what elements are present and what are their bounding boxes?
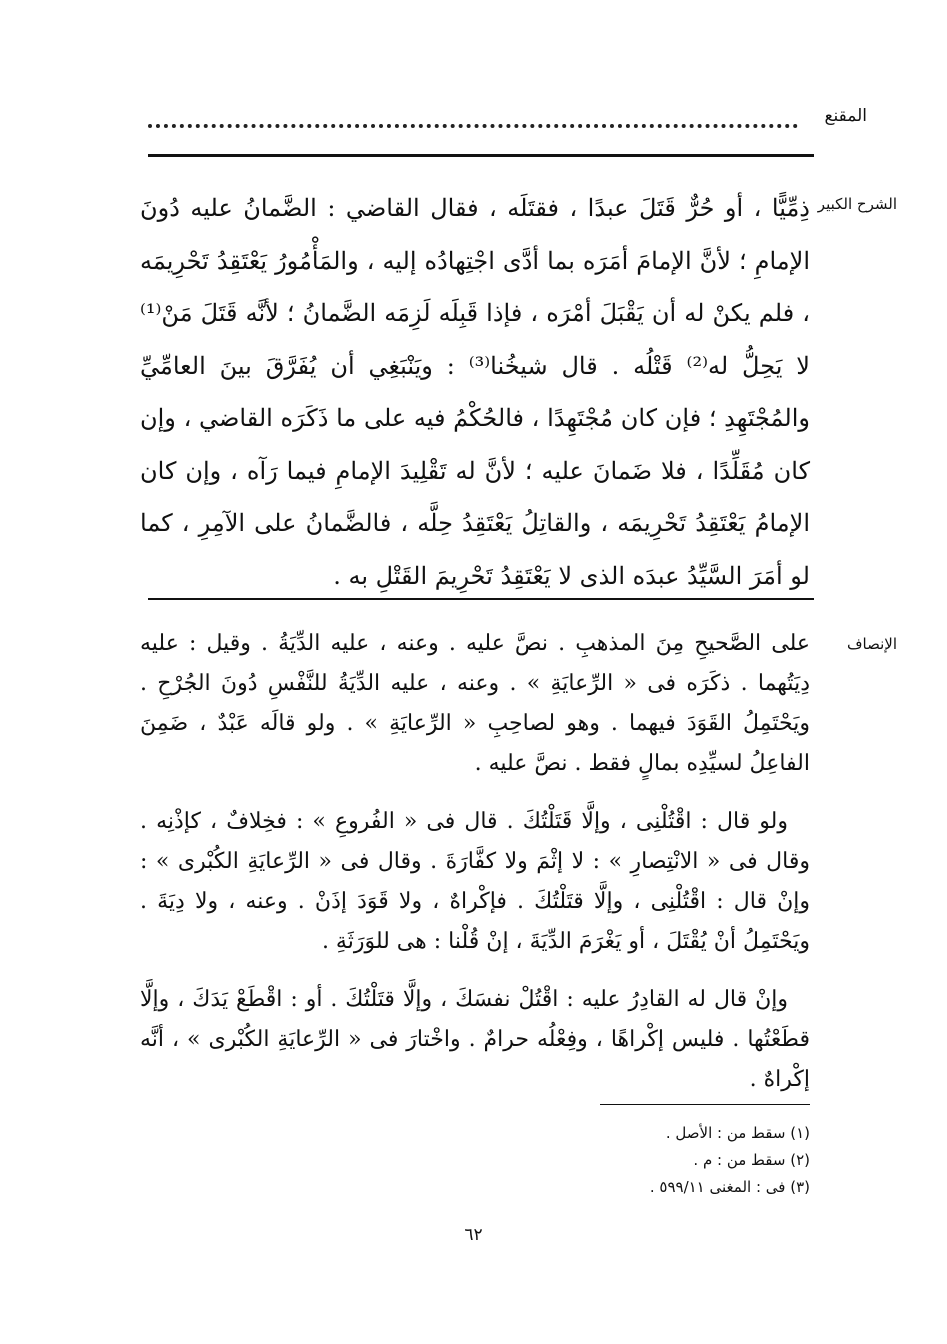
sharh-paragraph: ذِمِّيًّا ، أو حُرٌّ قَتَلَ عبدًا ، فقتَلَه ، فقال القاضي : الضَّمانُ عليه دُونَ الإمامِ ؛ لأنَّ الإمامَ أمَرَه بما أدَّى اجْتِهادُه إليه ، والمَأْمُورُ يَعْتَقِدُ تَحْرِيمَه ، فلم يكنْ له أن يَقْبَلَ أمْرَه ، فإذا قَبِلَه لَزِمَه الضَّمانُ ؛ لأنَّه قَتَلَ مَنْ⁽¹⁾ لا يَحِلُّ له⁽²⁾ قَتْلُه . قال شيخُنا⁽³⁾ : ويَنْبَغِي أن يُفَرَّقَ بينَ العامِّيِّ والمُجْتَهِدِ ؛ فإن كان مُجْتَهِدًا ، فالحُكْمُ فيه على ما ذَكَرَه القاضي ، وإن كان مُقَلِّدًا ، فلا ضَمانَ عليه ؛ لأنَّ له تَقْلِيدَ الإمامِ فيما رَآه ، وإن كان الإمامُ يَعْتَقِدُ تَحْرِيمَه ، والقاتِلُ يَعْتَقِدُ حِلَّه ، فالضَّمانُ على الآمِرِ ، كما لو أمَرَ السَّيِّدُ عبدَه الذى لا يَعْتَقِدُ تَحْرِيمَ القَتْلِ به . bbox=[140, 194, 810, 590]
section-divider bbox=[148, 598, 814, 600]
insaf-paragraph-2: ولو قال : اقْتُلْنِى ، وإلَّا قَتَلْتُكَ . قال فى « الفُروعِ » : فخِلافٌ ، كإذْنِه . وقال فى « الانْتِصارِ » : لا إثْمَ ولا كفَّارَةَ . وقال فى « الرِّعايَةِ الكُبْرى » : وإنْ قال : اقْتُلْنِى ، وإلَّا قتَلْتُكَ . فإكْراهٌ ، ولا قَوَدَ إذَنْ . وعنه ، ولا دِيَةَ . ويَحْتَمِلُ أنْ يُقْتَلَ ، أو يَغْرَمَ الدِّيَةَ ، إنْ قُلْنا : هى للوَرَثَةِ . bbox=[140, 809, 810, 954]
footnotes bbox=[410, 1120, 810, 1201]
footnote-2: (٢) سقط من : م . bbox=[693, 1151, 810, 1169]
sharh-section-label: الشرح الكبير bbox=[817, 195, 897, 213]
insaf-text-block bbox=[140, 624, 810, 1100]
footnote-rule bbox=[600, 1104, 810, 1105]
header-rule bbox=[148, 154, 814, 157]
running-title: المقنع bbox=[824, 106, 867, 126]
footnote-1: (١) سقط من : الأصل . bbox=[665, 1124, 810, 1142]
insaf-paragraph-1: على الصَّحيحِ مِنَ المذهبِ . نصَّ عليه . وعنه ، عليه الدِّيَةُ . وقيل : عليه دِيَتُهما . ذكَرَه فى « الرِّعايَةِ » . وعنه ، عليه الدِّيَةُ للنَّفْسِ دُونَ الجُرْحِ . ويَحْتَمِلُ القَوَدَ فيهما . وهو لصاحِبِ « الرِّعايَةِ » . ولو قالَه عَبْدٌ ، ضَمِنَ الفاعِلُ لسيِّدِه بمالٍ فقط . نصَّ عليه . bbox=[140, 631, 810, 776]
sharh-text-block bbox=[140, 182, 810, 602]
insaf-section-label: الإنصاف bbox=[846, 635, 897, 653]
header-dotted-line bbox=[148, 112, 798, 128]
footnote-3: (٣) فى : المغنى ٥٩٩/١١ . bbox=[649, 1178, 810, 1196]
insaf-paragraph-3: وإنْ قال له القادِرُ عليه : اقْتُلْ نفسَكَ ، وإلَّا قتَلْتُكَ . أو : اقْطَعْ يَدَكَ ، وإلَّا قطَعْتُها . فليس إكْراهًا ، وفِعْلُه حرامٌ . واخْتارَ فى « الرِّعايَةِ الكُبْرى » ، أنَّه إكْراهٌ . bbox=[140, 987, 810, 1092]
page-number: ٦٢ bbox=[464, 1225, 483, 1245]
